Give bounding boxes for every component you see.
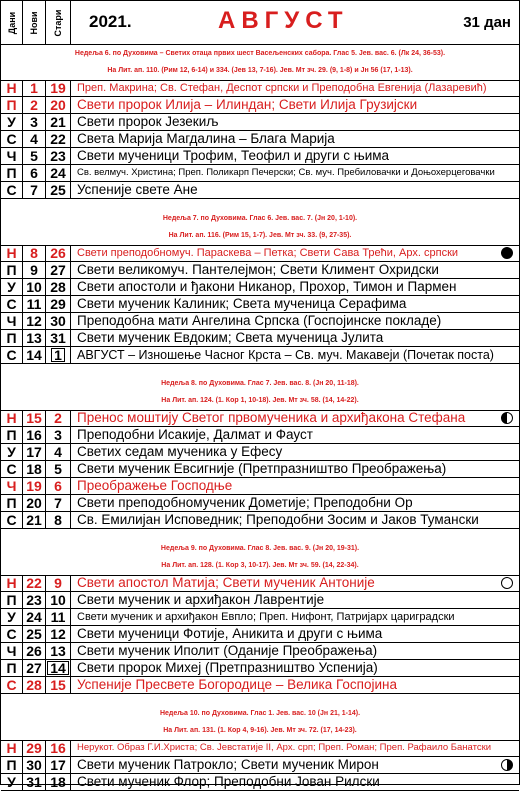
old-date-cell: 8 xyxy=(46,512,71,528)
banner-line: На Лит. ап. 110. (Рим 12, 6-14) и 334. (Јев 13, 7-16). Јев. Мт зч. 29. (9, 1-8) и Јн 56 (17, 1-13). xyxy=(107,67,413,74)
old-date-cell: 24 xyxy=(46,165,71,181)
new-date-cell: 9 xyxy=(23,262,46,278)
old-date-cell: 15 xyxy=(46,677,71,693)
weekday-cell: П xyxy=(1,165,23,181)
feast-description: Свети мученици Трофим, Теофил и други с њима xyxy=(77,148,390,163)
weekday-header-label: Дани xyxy=(6,11,17,34)
weekday-cell: П xyxy=(1,427,23,443)
feast-description: Свети мученици Фотије, Аникита и други с њима xyxy=(77,626,383,641)
weekday-cell: Н xyxy=(1,575,23,591)
banner-line: На Лит. ап. 128. (1. Кор 3, 10-17). Јев. Мт зч. 59. (14, 22-34). xyxy=(161,562,359,569)
old-style-header-label: Стари xyxy=(53,9,63,36)
weekday-cell: С xyxy=(1,677,23,693)
weekday-cell: Н xyxy=(1,80,23,96)
feast-description: Свети пророк Михеј (Претпразништво Успенија) xyxy=(77,660,378,675)
old-date-cell: 4 xyxy=(46,444,71,460)
month-title: АВГУСТ xyxy=(218,7,349,34)
weekday-cell: С xyxy=(1,131,23,147)
weekday-cell: Ч xyxy=(1,478,23,494)
banner-line: Недеља 7. по Духовима. Глас 6. Јев. вас. 7. (Јн 20, 1-10). xyxy=(162,215,358,222)
day-row xyxy=(1,313,519,330)
feast-description: Свети мученик Иполит (Оданије Преображења) xyxy=(77,643,378,658)
day-row xyxy=(1,495,519,512)
day-row xyxy=(1,296,519,313)
day-row xyxy=(1,444,519,461)
boxed-date: 1 xyxy=(51,348,65,362)
feast-description: Св. Емилијан Исповедник; Преподобни Зосим и Јаков Тумански xyxy=(77,512,479,527)
feast-description: Свети мученик и архиђакон Лаврентије xyxy=(77,592,325,607)
new-date-cell: 30 xyxy=(23,757,46,773)
new-date-cell: 16 xyxy=(23,427,46,443)
weekday-cell: Н xyxy=(1,410,23,426)
weekday-cell: П xyxy=(1,592,23,608)
new-date-cell: 6 xyxy=(23,165,46,181)
new-moon-icon xyxy=(501,577,513,589)
weekday-cell: С xyxy=(1,512,23,528)
new-date-cell: 13 xyxy=(23,330,46,346)
week-banner xyxy=(1,45,519,81)
calendar-header xyxy=(1,1,519,45)
old-date-cell: 17 xyxy=(46,757,71,773)
feast-description: Светих седам мученика у Ефесу xyxy=(77,444,283,459)
new-date-cell: 25 xyxy=(23,626,46,642)
old-date-cell: 25 xyxy=(46,182,71,198)
feast-description: Свети преподобномученик Дометије; Преподобни Ор xyxy=(77,495,413,510)
new-style-column-header xyxy=(23,1,46,44)
old-date-cell: 27 xyxy=(46,262,71,278)
new-date-cell: 27 xyxy=(23,660,46,676)
new-date-cell: 1 xyxy=(23,80,46,96)
day-row xyxy=(1,279,519,296)
banner-line: На Лит. ап. 131. (1. Кор 4, 9-16). Јев. Мт зч. 72. (17, 14-23). xyxy=(163,727,357,734)
new-date-cell: 17 xyxy=(23,444,46,460)
old-date-cell: 7 xyxy=(46,495,71,511)
feast-description: Св. велмуч. Христина; Преп. Поликарп Печерски; Св. муч. Пребиловачки и Доњохерцеговачки xyxy=(77,167,495,178)
week-banner xyxy=(1,540,519,576)
day-row xyxy=(1,97,519,114)
weekday-cell: У xyxy=(1,774,23,790)
old-date-cell xyxy=(46,347,71,363)
new-date-cell: 11 xyxy=(23,296,46,312)
old-date-cell: 12 xyxy=(46,626,71,642)
day-row xyxy=(1,410,519,427)
new-date-cell: 31 xyxy=(23,774,46,790)
weekday-cell: У xyxy=(1,279,23,295)
day-row xyxy=(1,330,519,347)
feast-description: Свети мученик Калиник; Света мученица Серафима xyxy=(77,296,407,311)
week-banner xyxy=(1,375,519,411)
weekday-cell: П xyxy=(1,660,23,676)
new-date-cell: 5 xyxy=(23,148,46,164)
feast-description: Свети мученик Флор; Преподобни Јован Рилски xyxy=(77,774,380,789)
weekday-cell: Н xyxy=(1,740,23,756)
day-row xyxy=(1,427,519,444)
old-date-cell: 30 xyxy=(46,313,71,329)
week-banner xyxy=(1,210,519,246)
weekday-cell: П xyxy=(1,495,23,511)
banner-line: На Лит. ап. 124. (1. Кор 1, 10-18). Јев. Мт зч. 58. (14, 14-22). xyxy=(161,397,359,404)
day-row xyxy=(1,592,519,609)
day-row xyxy=(1,148,519,165)
banner-line: Недеља 6. по Духовима – Светих отаца првих шест Васељенских сабора. Глас 5. Јев. вас. 6. (Лк 24, 36-53). xyxy=(74,50,446,57)
old-date-cell: 19 xyxy=(46,80,71,96)
day-row xyxy=(1,575,519,592)
weekday-cell: У xyxy=(1,114,23,130)
old-date-cell: 11 xyxy=(46,609,71,625)
feast-description: Преп. Макрина; Св. Стефан, Деспот српски и Преподобна Евгенија (Лазаревић) xyxy=(77,82,487,94)
old-date-cell: 23 xyxy=(46,148,71,164)
weekday-cell: С xyxy=(1,296,23,312)
new-date-cell: 29 xyxy=(23,740,46,756)
new-date-cell: 22 xyxy=(23,575,46,591)
day-row xyxy=(1,677,519,694)
old-date-cell: 3 xyxy=(46,427,71,443)
day-row xyxy=(1,461,519,478)
old-date-cell: 10 xyxy=(46,592,71,608)
old-date-cell: 6 xyxy=(46,478,71,494)
new-date-cell: 3 xyxy=(23,114,46,130)
day-row xyxy=(1,262,519,279)
day-row xyxy=(1,182,519,199)
weekday-cell: Н xyxy=(1,245,23,261)
weekday-cell: С xyxy=(1,461,23,477)
new-date-cell: 15 xyxy=(23,410,46,426)
new-date-cell: 20 xyxy=(23,495,46,511)
old-date-cell: 20 xyxy=(46,97,71,113)
day-row xyxy=(1,643,519,660)
day-row xyxy=(1,512,519,529)
old-date-cell: 9 xyxy=(46,575,71,591)
feast-description: Свети апостол Матија; Свети мученик Антоније xyxy=(77,575,375,590)
last-moon-icon xyxy=(501,412,513,424)
day-row xyxy=(1,740,519,757)
weekday-cell: С xyxy=(1,182,23,198)
old-date-cell: 18 xyxy=(46,774,71,790)
new-date-cell: 28 xyxy=(23,677,46,693)
feast-description: Нерукот. Образ Г.И.Христа; Св. Јевстатије II, Арх. срп; Преп. Роман; Преп. Рафаило Банатски xyxy=(77,742,492,753)
new-date-cell: 23 xyxy=(23,592,46,608)
day-row xyxy=(1,114,519,131)
feast-description: Успеније свете Ане xyxy=(77,182,198,197)
weekday-cell: П xyxy=(1,330,23,346)
new-date-cell: 10 xyxy=(23,279,46,295)
feast-description: Свети мученик и архиђакон Евпло; Преп. Нифонт, Патријарх цариградски xyxy=(77,611,455,623)
old-date-cell: 5 xyxy=(46,461,71,477)
old-style-column-header xyxy=(46,1,71,44)
days-count: 31 дан xyxy=(463,14,511,31)
new-date-cell: 12 xyxy=(23,313,46,329)
old-date-cell: 2 xyxy=(46,410,71,426)
feast-description: Успеније Пресвете Богородице – Велика Госпојина xyxy=(77,677,398,692)
old-date-cell: 22 xyxy=(46,131,71,147)
old-date-cell: 16 xyxy=(46,740,71,756)
day-row xyxy=(1,626,519,643)
new-date-cell: 2 xyxy=(23,97,46,113)
day-row xyxy=(1,757,519,774)
feast-description: Свети преподобномуч. Параскева – Петка; Свети Сава Трећи, Арх. српски xyxy=(77,247,459,259)
weekday-cell: Ч xyxy=(1,148,23,164)
new-date-cell: 4 xyxy=(23,131,46,147)
day-row xyxy=(1,347,519,364)
day-row xyxy=(1,660,519,677)
new-date-cell: 21 xyxy=(23,512,46,528)
feast-description: Свети мученик Патрокло; Свети мученик Мирон xyxy=(77,757,379,772)
feast-description: Свети пророк Језекиљ xyxy=(77,114,219,129)
weekday-cell: П xyxy=(1,757,23,773)
new-date-cell: 14 xyxy=(23,347,46,363)
banner-line: Недеља 10. по Духовима. Глас 1. Јев. вас. 10 (Јн 21, 1-14). xyxy=(159,710,361,717)
old-date-cell: 13 xyxy=(46,643,71,659)
feast-description: Свети пророк Илија – Илиндан; Свети Илија Грузијски xyxy=(77,97,418,112)
new-date-cell: 8 xyxy=(23,245,46,261)
old-date-cell xyxy=(46,660,71,676)
first-moon-icon xyxy=(501,759,513,771)
old-date-cell: 28 xyxy=(46,279,71,295)
feast-description: Преподобни Исакије, Далмат и Фауст xyxy=(77,427,313,442)
feast-description: Свети великомуч. Пантелејмон; Свети Климент Охридски xyxy=(77,262,439,277)
weekday-cell: Ч xyxy=(1,643,23,659)
weekday-cell: С xyxy=(1,347,23,363)
day-row xyxy=(1,478,519,495)
weekday-cell: У xyxy=(1,609,23,625)
banner-line: Недеља 9. по Духовима. Глас 8. Јев. вас. 9. (Јн 20, 19-31). xyxy=(160,545,360,552)
weekday-cell: С xyxy=(1,626,23,642)
feast-description: Свети мученик Евдоким; Света мученица Јулита xyxy=(77,330,384,345)
day-row xyxy=(1,80,519,97)
new-date-cell: 19 xyxy=(23,478,46,494)
feast-description: АВГУСТ – Изношење Часног Крста – Св. муч. Макавеји (Почетак поста) xyxy=(77,348,494,362)
new-date-cell: 24 xyxy=(23,609,46,625)
old-date-cell: 29 xyxy=(46,296,71,312)
day-row xyxy=(1,245,519,262)
feast-description: Преображење Господње xyxy=(77,478,233,493)
feast-description: Свети мученик Евсигније (Претпразништво Преображења) xyxy=(77,461,447,476)
new-date-cell: 26 xyxy=(23,643,46,659)
feast-description: Свети апостоли и ђакони Никанор, Прохор, Тимон и Пармен xyxy=(77,279,457,294)
old-date-cell: 21 xyxy=(46,114,71,130)
year-label: 2021. xyxy=(89,12,132,31)
banner-line: Недеља 8. по Духовима. Глас 7. Јев. вас. 8. (Јн 20, 11-18). xyxy=(161,380,359,387)
weekday-cell: П xyxy=(1,262,23,278)
weekday-cell: У xyxy=(1,444,23,460)
banner-line: На Лит. ап. 116. (Рим 15, 1-7). Јев. Мт зч. 33. (9, 27-35). xyxy=(168,232,352,239)
boxed-date: 14 xyxy=(47,661,69,675)
week-banner xyxy=(1,705,519,741)
weekday-cell: П xyxy=(1,97,23,113)
feast-description: Света Марија Магдалина – Блага Марија xyxy=(77,131,335,146)
feast-description: Преподобна мати Ангелина Српска (Госпојинске покладе) xyxy=(77,313,442,328)
new-style-header-label: Нови xyxy=(29,10,39,35)
new-date-cell: 18 xyxy=(23,461,46,477)
feast-description: Пренос моштију Светог првомученика и архиђакона Стефана xyxy=(77,410,466,425)
weekday-cell: Ч xyxy=(1,313,23,329)
day-row xyxy=(1,774,519,791)
full-moon-icon xyxy=(501,247,513,259)
day-row xyxy=(1,165,519,182)
day-row xyxy=(1,131,519,148)
weekday-column-header xyxy=(1,1,23,44)
old-date-cell: 26 xyxy=(46,245,71,261)
new-date-cell: 7 xyxy=(23,182,46,198)
old-date-cell: 31 xyxy=(46,330,71,346)
day-row xyxy=(1,609,519,626)
